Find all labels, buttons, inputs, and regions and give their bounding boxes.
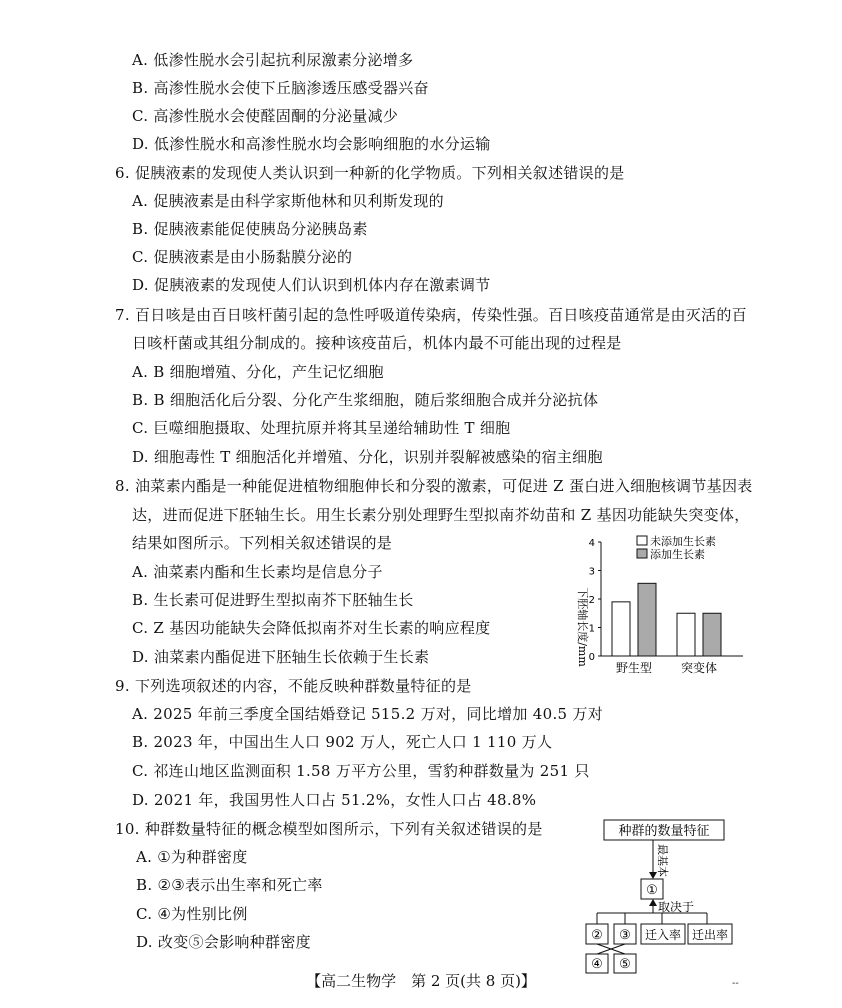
text-line: B. B 细胞活化后分裂、分化产生浆细胞，随后浆细胞合成并分泌抗体 (132, 391, 599, 409)
text-line: C. 巨噬细胞摄取、处理抗原并将其呈递给辅助性 T 细胞 (132, 419, 511, 437)
text-line: 达，进而促进下胚轴生长。用生长素分别处理野生型拟南芥幼苗和 Z 基因功能缺失突变体， (132, 506, 750, 524)
text-line: A. B 细胞增殖、分化，产生记忆细胞 (132, 363, 384, 381)
population-concept-diagram (580, 816, 740, 976)
node-2: ② (591, 928, 603, 943)
text-line: 9. 下列选项叙述的内容，不能反映种群数量特征的是 (115, 677, 472, 695)
bar-1-1 (703, 613, 721, 656)
arrow-head-1 (649, 872, 657, 879)
decides-label: 取决于 (658, 900, 695, 914)
text-line: D. 2021 年，我国男性人口占 51.2%，女性人口占 48.8% (132, 791, 537, 809)
node-5: ⑤ (619, 957, 631, 972)
text-line: A. 油菜素内酯和生长素均是信息分子 (132, 563, 383, 581)
text-line: D. 细胞毒性 T 细胞活化并增殖、分化，识别并裂解被感染的宿主细胞 (132, 448, 603, 466)
text-line: D. 油菜素内酯促进下胚轴生长依赖于生长素 (132, 648, 430, 666)
text-line: 7. 百日咳是由百日咳杆菌引起的急性呼吸道传染病，传染性强。百日咳疫苗通常是由灭活的百 (115, 306, 747, 324)
text-line: B. 高渗性脱水会使下丘脑渗透压感受器兴奋 (132, 79, 429, 97)
text-line: B. 促胰液素能促使胰岛分泌胰岛素 (132, 220, 368, 238)
y-tick-label: 1 (588, 623, 595, 635)
legend-swatch (637, 549, 647, 558)
text-line: 8. 油菜素内酯是一种能促进植物细胞伸长和分裂的激素，可促进 Z 蛋白进入细胞核调节基因表 (115, 477, 753, 495)
y-tick-label: 2 (588, 595, 595, 606)
text-line: A. ①为种群密度 (136, 848, 248, 866)
text-line: 结果如图所示。下列相关叙述错误的是 (132, 534, 393, 552)
text-line: C. 高渗性脱水会使醛固酮的分泌量减少 (132, 107, 399, 125)
y-axis-label: 下胚轴长度/mm (576, 587, 589, 667)
legend-label: 未添加生长素 (650, 535, 716, 548)
hypocotyl-bar-chart (565, 532, 755, 682)
arrow-head-2 (649, 899, 657, 906)
text-line: A. 2025 年前三季度全国结婚登记 515.2 万对，同比增加 40.5 万对 (132, 705, 604, 723)
node-3: ③ (619, 928, 631, 943)
y-tick-label: 3 (588, 566, 595, 578)
text-line: 日咳杆菌或其组分制成的。接种该疫苗后，机体内最不可能出现的过程是 (132, 334, 622, 352)
text-line: 6. 促胰液素的发现使人类认识到一种新的化学物质。下列相关叙述错误的是 (115, 164, 625, 182)
text-line: B. 2023 年，中国出生人口 902 万人，死亡人口 1 110 万人 (132, 733, 553, 751)
text-line: A. 低渗性脱水会引起抗利尿激素分泌增多 (132, 51, 414, 69)
category-label: 野生型 (615, 661, 653, 675)
legend-label: 添加生长素 (650, 548, 705, 561)
text-line: C. Z 基因功能缺失会降低拟南芥对生长素的响应程度 (132, 619, 491, 637)
immigration-label: 迁入率 (644, 928, 682, 942)
page-footer: 【高二生物学 第 2 页(共 8 页)】 (306, 972, 536, 990)
y-tick-label: 4 (588, 538, 595, 549)
node-1: ① (646, 883, 658, 898)
text-line: 10. 种群数量特征的概念模型如图所示，下列有关叙述错误的是 (115, 820, 543, 838)
arrow-label-basic: 最基本 (656, 844, 669, 877)
y-tick-label: 0 (588, 652, 595, 663)
top-box-label: 种群的数量特征 (618, 824, 710, 839)
text-line: B. ②③表示出生率和死亡率 (136, 876, 323, 894)
node-4: ④ (591, 957, 603, 972)
corner-mark: -- (732, 978, 739, 989)
text-line: A. 促胰液素是由科学家斯他林和贝利斯发现的 (132, 192, 444, 210)
text-line: C. ④为性别比例 (136, 905, 248, 923)
text-line: B. 生长素可促进野生型拟南芥下胚轴生长 (132, 591, 414, 609)
text-line: C. 促胰液素是由小肠黏膜分泌的 (132, 248, 353, 266)
bar-0-0 (612, 602, 630, 656)
emigration-label: 迁出率 (691, 928, 729, 942)
text-line: D. 促胰液素的发现使人们认识到机体内存在激素调节 (132, 276, 491, 294)
text-line: C. 祁连山地区监测面积 1.58 万平方公里，雪豹种群数量为 251 只 (132, 762, 590, 780)
legend-swatch (637, 536, 647, 545)
text-line: D. 改变⑤会影响种群密度 (136, 933, 311, 951)
bar-1-0 (638, 583, 656, 656)
bar-0-1 (677, 613, 695, 656)
text-line: D. 低渗性脱水和高渗性脱水均会影响细胞的水分运输 (132, 135, 491, 153)
category-label: 突变体 (680, 661, 718, 675)
